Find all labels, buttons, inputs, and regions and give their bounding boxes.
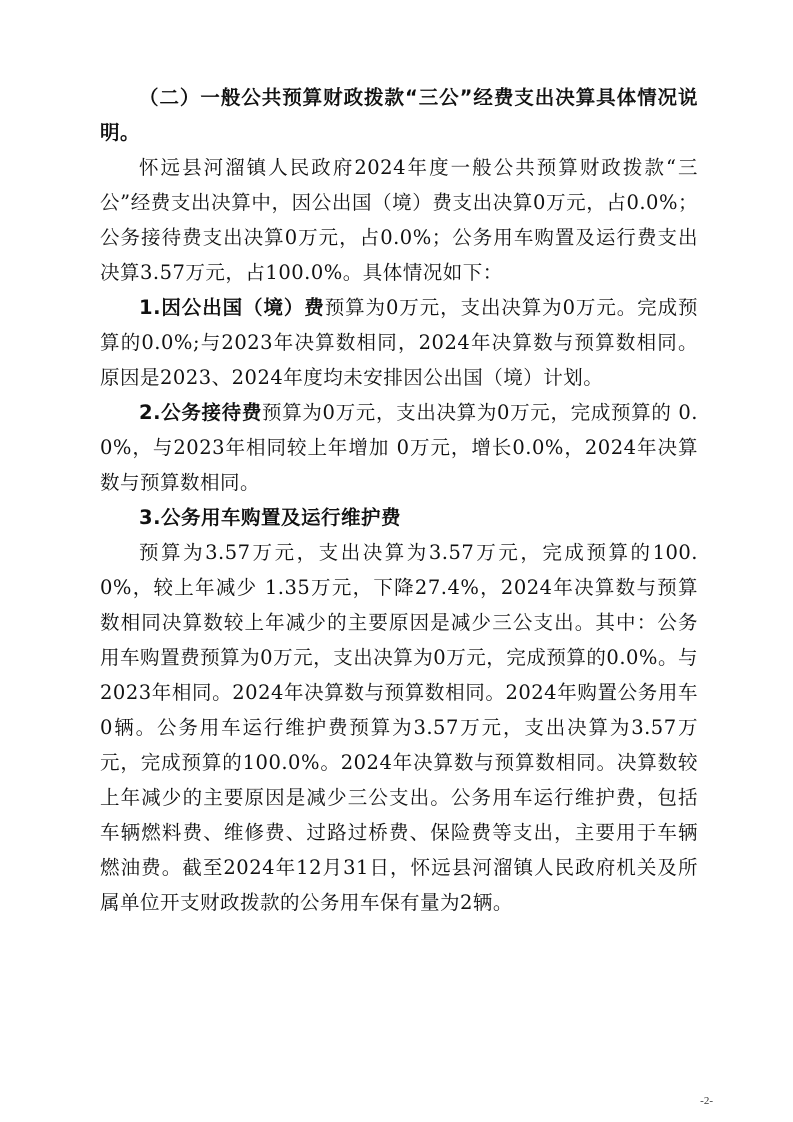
item-1-paragraph xyxy=(100,290,698,395)
item-1-label: 1.因公出国（境）费 xyxy=(139,296,325,319)
item-2-text: 预算为0万元，支出决算为0万元，完成预算的 0.0%，与2023年相同较上年增加 0万元，增长0.0%，2024年决算数与预算数相同。 xyxy=(100,401,698,494)
section-heading: （二）一般公共预算财政拨款“三公”经费支出决算具体情况说明。 xyxy=(100,86,698,144)
item-2-paragraph xyxy=(100,395,698,500)
item-1-text: 预算为0万元，支出决算为0万元。完成预算的0.0%;与2023年决算数相同，2024年决算数与预算数相同。原因是2023、2024年度均未安排因公出国（境）计划。 xyxy=(100,296,698,389)
page-number: -2- xyxy=(700,1095,713,1107)
item-2-label: 2.公务接待费 xyxy=(139,401,263,424)
item-3-label: 3.公务用车购置及运行维护费 xyxy=(139,506,401,529)
document-body xyxy=(100,80,698,920)
item-3-paragraph: 预算为3.57万元，支出决算为3.57万元，完成预算的100.0%，较上年减少 1.35万元，下降27.4%，2024年决算数与预算数相同决算数较上年减少的主要原因是减少三公支出。其中：公务用车购置费预算为0万元，支出决算为0万元，完成预算的0.0%。与2023年相同。2024年决算数与预算数相同。2024年购置公务用车0辆。公务用车运行维护费预算为3.57万元，支出决算为3.57万元，完成预算的100.0%。2024年决算数与预算数相同。决算数较上年减少的主要原因是减少三公支出。公务用车运行维护费，包括车辆燃料费、维修费、过路过桥费、保险费等支出，主要用于车辆燃油费。截至2024年12月31日，怀远县河溜镇人民政府机关及所属单位开支财政拨款的公务用车保有量为2辆。 xyxy=(100,541,698,914)
intro-paragraph: 怀远县河溜镇人民政府2024年度一般公共预算财政拨款“三公”经费支出决算中，因公出国（境）费支出决算0万元，占0.0%；公务接待费支出决算0万元，占0.0%；公务用车购置及运行费支出决算3.57万元，占100.0%。具体情况如下： xyxy=(100,156,698,284)
